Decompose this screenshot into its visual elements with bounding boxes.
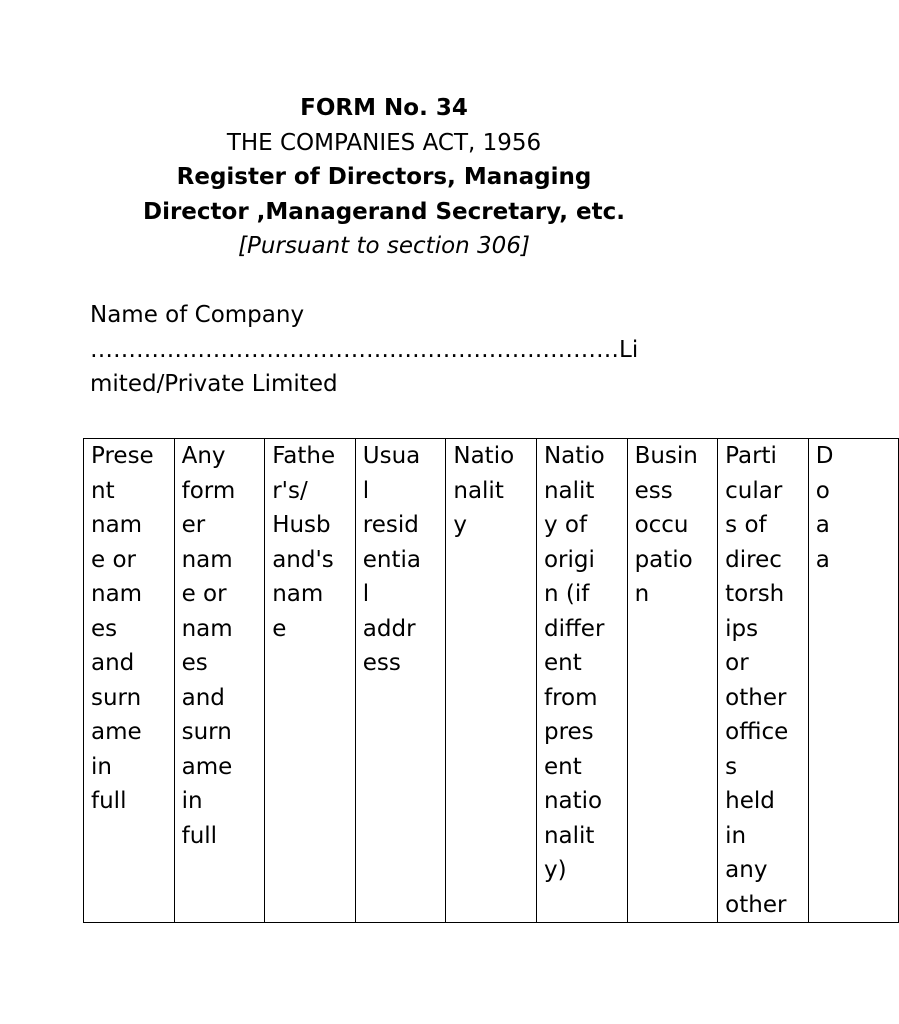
column-header-text-line: nam: [181, 546, 233, 573]
column-header-text-line: a: [815, 512, 830, 538]
column-header-text-line: Any: [181, 443, 226, 469]
act-title: THE COMPANIES ACT, 1956: [226, 129, 542, 156]
column-header-text-line: or: [725, 650, 749, 676]
column-header-text-line: office: [725, 719, 789, 745]
column-header-text-line: y: [453, 512, 467, 538]
register-title-line-1: Register of Directors, Managing: [176, 164, 592, 190]
column-former-name: [174, 439, 265, 923]
column-truncated: [808, 439, 899, 923]
column-header-text-line: in: [181, 788, 203, 814]
register-table: [83, 438, 899, 923]
column-header-text-line: l: [362, 477, 370, 504]
column-header-text-line: a: [815, 546, 830, 573]
column-header-text-line: es: [91, 615, 118, 642]
column-header-text-line: full: [91, 788, 127, 814]
column-header-text-line: n: [634, 581, 650, 607]
column-header-text-line: n (if: [543, 581, 590, 607]
column-header-text-line: nalit: [543, 822, 595, 849]
column-header-text-line: Busin: [634, 443, 698, 469]
column-header-text-line: and: [181, 684, 225, 711]
column-nationality-of-origin: [536, 439, 627, 923]
column-header-text-line: direc: [725, 546, 782, 573]
column-header-text-line: origi: [543, 546, 595, 573]
column-header-text-line: form: [181, 477, 236, 504]
company-label: Name of Company: [90, 302, 305, 328]
column-header-text-line: Fathe: [272, 443, 336, 469]
column-header-text-line: Natio: [543, 443, 605, 469]
column-header-text-line: nalit: [543, 477, 595, 504]
column-header-text-line: e or: [181, 581, 227, 607]
column-header-text-line: full: [181, 822, 218, 849]
column-header-text-line: cular: [725, 477, 783, 504]
column-father-husband-name: [265, 439, 356, 923]
register-title-line-2: Director ,Managerand Secretary, etc.: [142, 198, 626, 225]
column-header-text-line: e or: [91, 546, 136, 573]
column-header-text-line: resid: [362, 512, 419, 538]
column-header-text-line: y): [543, 857, 567, 883]
column-present-name: [84, 439, 175, 923]
pursuant-note: [Pursuant to section 306]: [238, 233, 530, 259]
column-header-text-line: natio: [543, 788, 603, 814]
company-dots-line: ……………………………………………………………Li: [90, 336, 639, 363]
column-header-text-line: in: [725, 822, 747, 849]
column-header-text-line: er: [181, 512, 206, 538]
column-business-occupation: [627, 439, 718, 923]
table-header-row: [84, 439, 899, 923]
column-header-text-line: surn: [181, 719, 232, 745]
column-header-text-line: pres: [543, 719, 594, 745]
column-header-text-line: ips: [725, 615, 759, 642]
column-header-text-line: s of: [725, 512, 767, 538]
column-residential-address: [355, 439, 446, 923]
column-header-text-line: es: [181, 650, 208, 676]
column-header-text-line: nam: [91, 512, 143, 538]
column-header-text-line: and: [91, 650, 135, 676]
column-header-text-line: Natio: [453, 443, 515, 469]
column-header-text-line: e: [272, 615, 287, 642]
column-header-text-line: y of: [543, 512, 588, 538]
column-header-text-line: entia: [362, 546, 422, 573]
column-header-text-line: l: [362, 581, 370, 607]
column-header-text-line: other: [725, 684, 787, 711]
column-header-text-line: s: [725, 753, 738, 780]
column-header-text-line: patio: [634, 546, 693, 573]
column-header-text-line: ent: [543, 650, 582, 676]
column-header-text-line: Usua: [362, 443, 421, 469]
column-header-text-line: addr: [362, 615, 416, 642]
company-suffix-line: mited/Private Limited: [90, 371, 338, 397]
column-directorships: [718, 439, 809, 923]
column-header-text-line: ame: [181, 753, 233, 780]
column-header-text-line: r's/: [272, 477, 308, 504]
column-header-text-line: held: [725, 788, 775, 814]
column-header-text-line: nalit: [453, 477, 504, 504]
form-number: FORM No. 34: [300, 95, 468, 121]
column-header-text-line: any: [725, 857, 768, 883]
column-header-text-line: ess: [362, 650, 401, 676]
column-header-text-line: occu: [634, 512, 689, 538]
column-header-text-line: nam: [272, 581, 324, 607]
column-header-text-line: torsh: [725, 581, 785, 607]
column-nationality: [446, 439, 537, 923]
column-header-text-line: Prese: [91, 443, 154, 469]
column-header-text-line: ame: [91, 719, 142, 745]
column-header-text-line: nam: [181, 615, 233, 642]
form-header: [0, 91, 768, 264]
column-header-text-line: and's: [272, 546, 334, 573]
column-header-text-line: ess: [634, 477, 673, 504]
column-header-text-line: Husb: [272, 512, 331, 538]
column-header-text-line: ent: [543, 753, 582, 780]
column-header-text-line: nam: [91, 581, 143, 607]
column-header-text-line: nt: [91, 477, 115, 504]
column-header-text-line: o: [815, 477, 830, 504]
column-header-text-line: D: [815, 443, 834, 469]
column-header-text-line: surn: [91, 684, 142, 711]
column-header-text-line: other: [725, 891, 787, 918]
column-header-text-line: Parti: [725, 443, 777, 469]
column-header-text-line: in: [91, 753, 112, 780]
column-header-text-line: differ: [543, 615, 605, 642]
company-name-block: [90, 298, 690, 402]
column-header-text-line: from: [543, 684, 598, 711]
